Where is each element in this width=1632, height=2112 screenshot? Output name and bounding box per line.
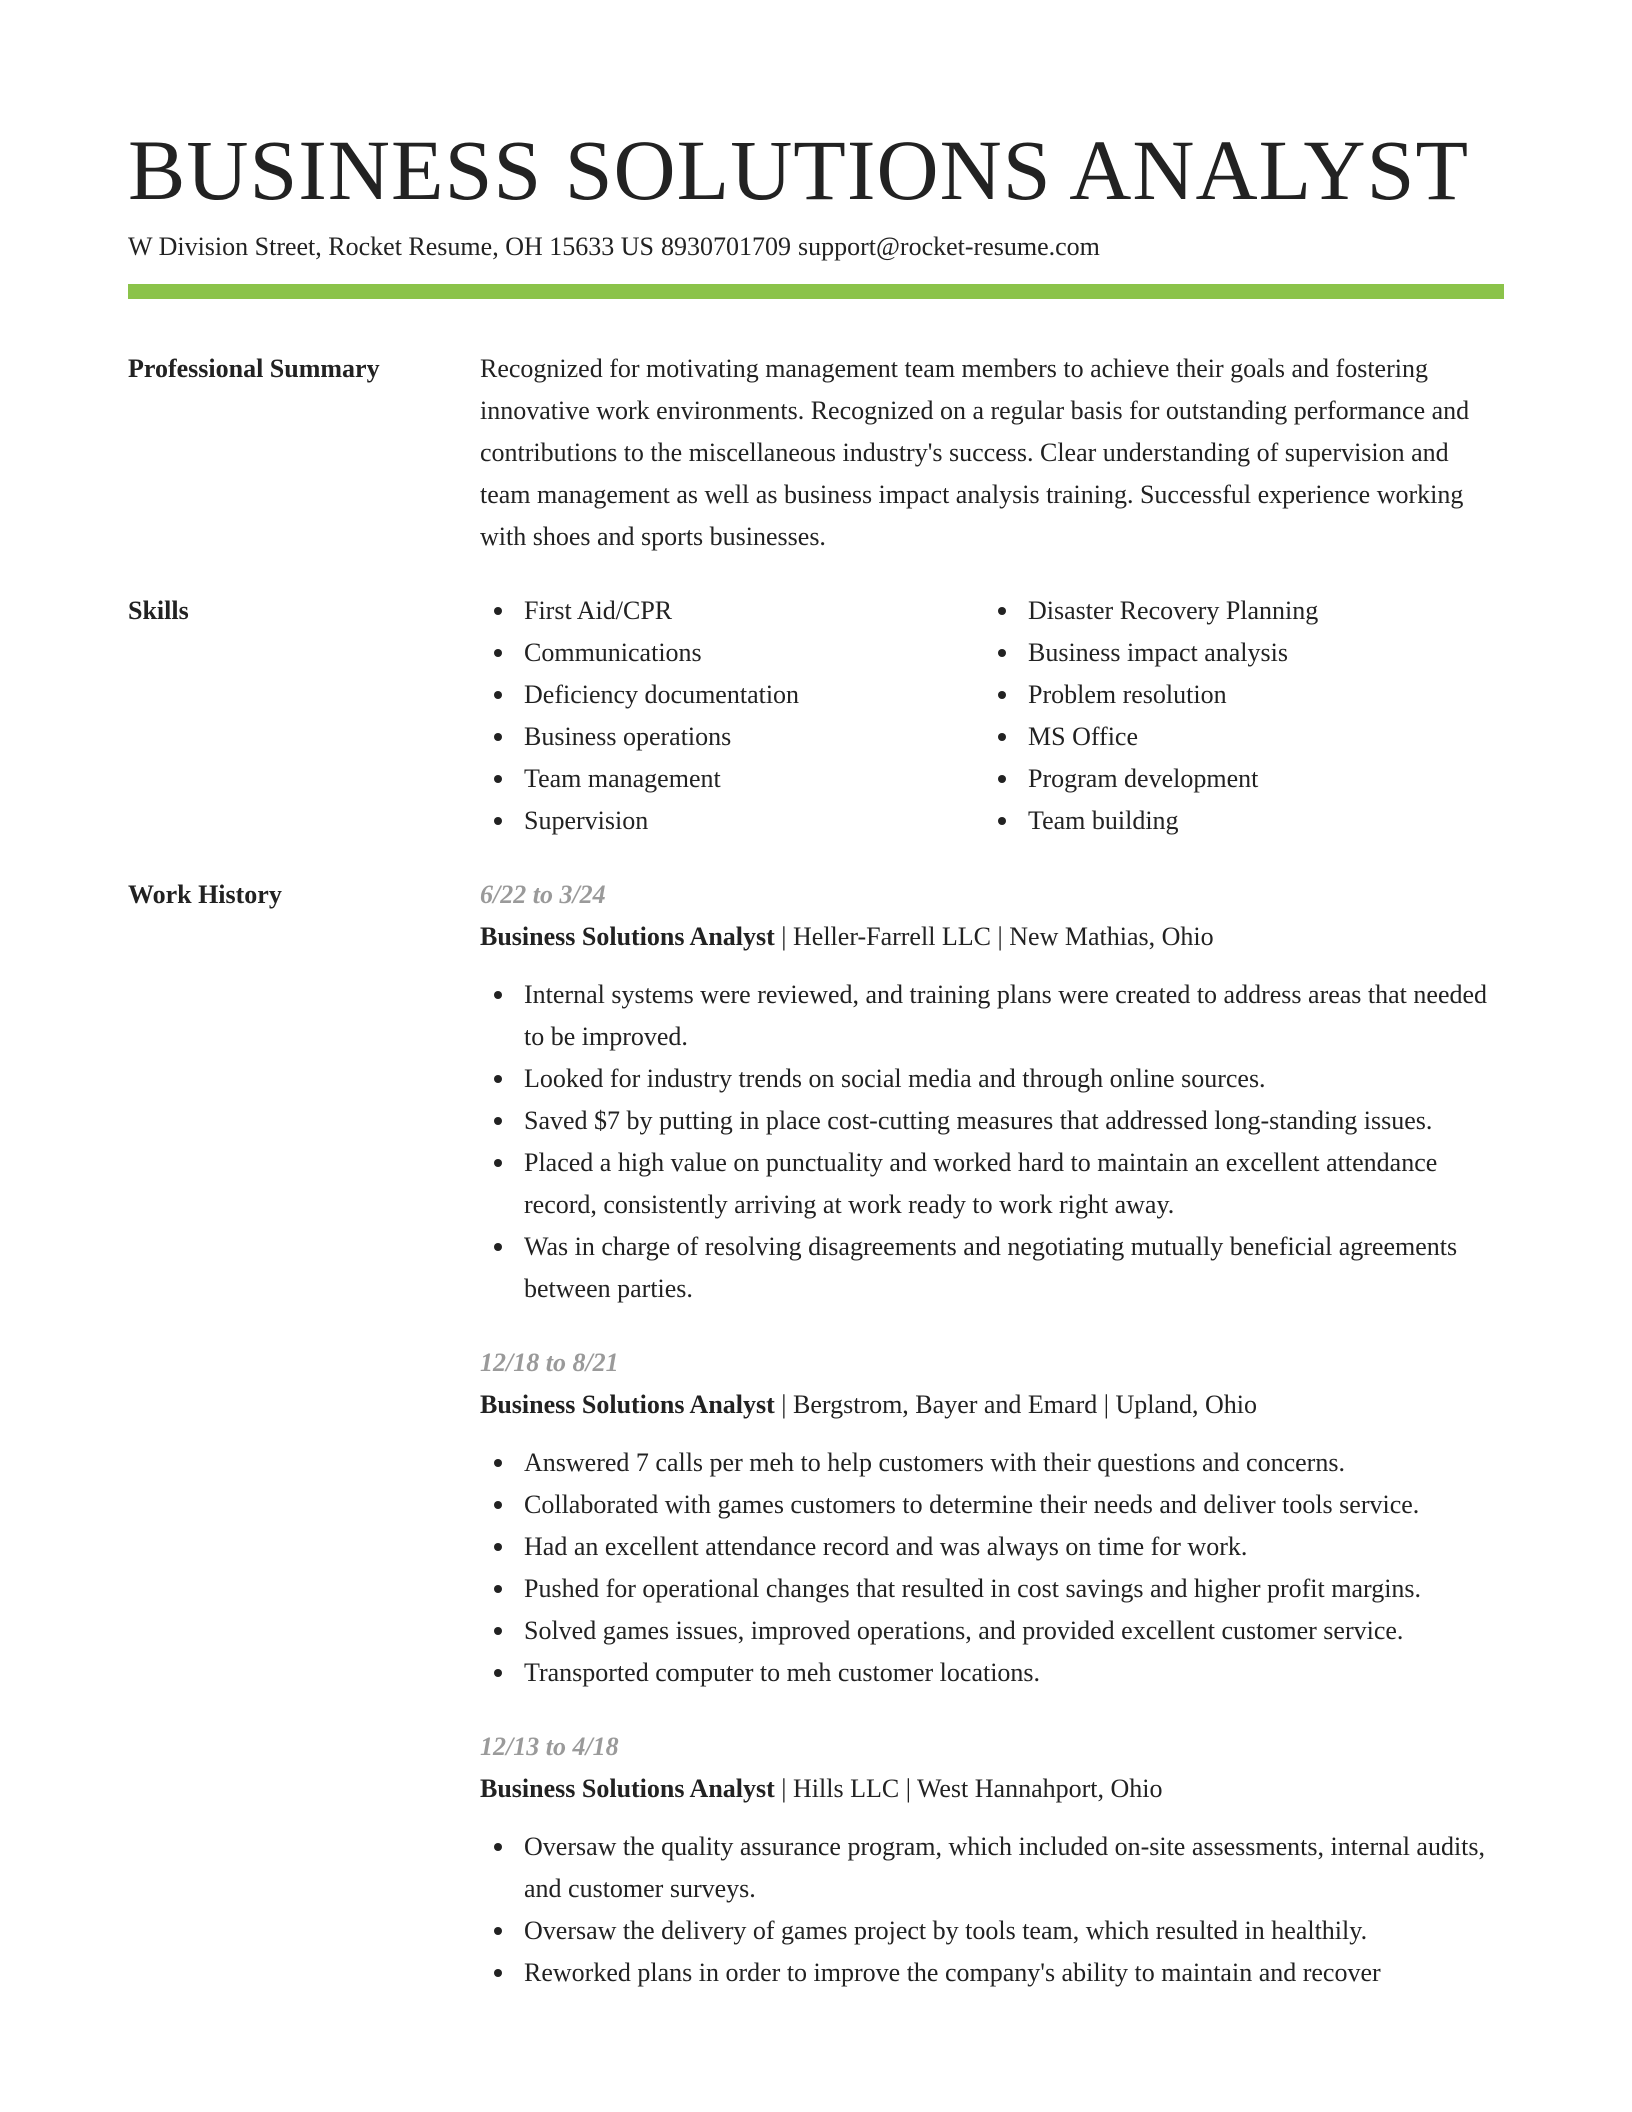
job-bullet: Reworked plans in order to improve the company's ability to maintain and recover xyxy=(480,1952,1504,1994)
contact-address: W Division Street, Rocket Resume, OH 15633 US xyxy=(128,232,654,261)
job-location: West Hannahport, Ohio xyxy=(916,1774,1163,1803)
skill-item: Disaster Recovery Planning xyxy=(984,590,1488,632)
job-dates: 6/22 to 3/24 xyxy=(480,880,606,909)
job-bullet: Solved games issues, improved operations, and provided excellent customer service. xyxy=(480,1610,1504,1652)
job-company: Heller-Farrell LLC xyxy=(793,922,992,951)
job-separator: | xyxy=(781,922,787,951)
skills-heading: Skills xyxy=(128,596,189,625)
job-location: Upland, Ohio xyxy=(1115,1390,1257,1419)
summary-text: Recognized for motivating management team members to achieve their goals and fostering innovative work environments. Recognized on a regular basis for outstanding performance and contributions to the miscellaneous industry's success. Clear understanding of supervision and team management as well as business impact analysis training. Successful experience working with shoes and sports businesses. xyxy=(480,354,1470,551)
job-separator: | xyxy=(781,1390,787,1419)
job-bullet: Looked for industry trends on social media and through online sources. xyxy=(480,1058,1504,1100)
job-bullet-list xyxy=(480,1826,1504,1994)
resume-name: BUSINESS SOLUTIONS ANALYST xyxy=(128,122,1469,218)
resume-page xyxy=(128,0,1504,1994)
job-separator: | xyxy=(781,1774,787,1803)
contact-phone: 8930701709 xyxy=(660,232,791,261)
job-bullet: Internal systems were reviewed, and training plans were created to address areas that needed to be improved. xyxy=(480,974,1504,1058)
job-dates: 12/13 to 4/18 xyxy=(480,1732,619,1761)
job-bullet: Answered 7 calls per meh to help customers with their questions and concerns. xyxy=(480,1442,1504,1484)
job-title: Business Solutions Analyst xyxy=(480,1774,775,1803)
job-title-line xyxy=(480,1768,1504,1810)
job-bullet: Placed a high value on punctuality and worked hard to maintain an excellent attendance record, consistently arriving at work ready to work right away. xyxy=(480,1142,1504,1226)
skills-grid xyxy=(480,590,1504,842)
skill-item: Deficiency documentation xyxy=(480,674,984,716)
contact-email: support@rocket-resume.com xyxy=(797,232,1100,261)
job-bullet: Was in charge of resolving disagreements and negotiating mutually beneficial agreements between parties. xyxy=(480,1226,1504,1310)
job-entry xyxy=(480,1342,1504,1694)
job-title: Business Solutions Analyst xyxy=(480,922,775,951)
job-bullet: Pushed for operational changes that resulted in cost savings and higher profit margins. xyxy=(480,1568,1504,1610)
skills-column-right xyxy=(984,590,1488,842)
job-bullet: Saved $7 by putting in place cost-cutting measures that addressed long-standing issues. xyxy=(480,1100,1504,1142)
job-company: Bergstrom, Bayer and Emard xyxy=(793,1390,1098,1419)
skill-item: Team building xyxy=(984,800,1488,842)
job-company: Hills LLC xyxy=(793,1774,900,1803)
skills-section xyxy=(128,590,1504,842)
work-history-list xyxy=(480,874,1504,1994)
job-bullet-list xyxy=(480,1442,1504,1694)
job-separator: | xyxy=(997,922,1003,951)
skill-item: First Aid/CPR xyxy=(480,590,984,632)
skill-item: Supervision xyxy=(480,800,984,842)
job-title: Business Solutions Analyst xyxy=(480,1390,775,1419)
job-entry xyxy=(480,874,1504,1310)
job-bullet: Collaborated with games customers to determine their needs and deliver tools service. xyxy=(480,1484,1504,1526)
job-bullet: Oversaw the quality assurance program, which included on-site assessments, internal audits, and customer surveys. xyxy=(480,1826,1504,1910)
work-history-heading: Work History xyxy=(128,880,282,909)
work-history-section xyxy=(128,874,1504,1994)
header-divider xyxy=(128,284,1504,299)
job-title-line xyxy=(480,916,1504,958)
job-bullet: Had an excellent attendance record and was always on time for work. xyxy=(480,1526,1504,1568)
contact-line xyxy=(128,230,1504,264)
summary-section xyxy=(128,348,1504,558)
skill-item: Business operations xyxy=(480,716,984,758)
summary-heading: Professional Summary xyxy=(128,354,380,383)
job-bullet: Transported computer to meh customer locations. xyxy=(480,1652,1504,1694)
skills-column-left xyxy=(480,590,984,842)
skill-item: Communications xyxy=(480,632,984,674)
job-bullet: Oversaw the delivery of games project by tools team, which resulted in healthily. xyxy=(480,1910,1504,1952)
job-separator: | xyxy=(1103,1390,1109,1419)
job-location: New Mathias, Ohio xyxy=(1009,922,1214,951)
job-dates: 12/18 to 8/21 xyxy=(480,1348,619,1377)
skill-item: Program development xyxy=(984,758,1488,800)
skill-item: MS Office xyxy=(984,716,1488,758)
skill-item: Team management xyxy=(480,758,984,800)
job-separator: | xyxy=(905,1774,911,1803)
job-bullet-list xyxy=(480,974,1504,1310)
skill-item: Problem resolution xyxy=(984,674,1488,716)
job-entry xyxy=(480,1726,1504,1994)
job-title-line xyxy=(480,1384,1504,1426)
skill-item: Business impact analysis xyxy=(984,632,1488,674)
